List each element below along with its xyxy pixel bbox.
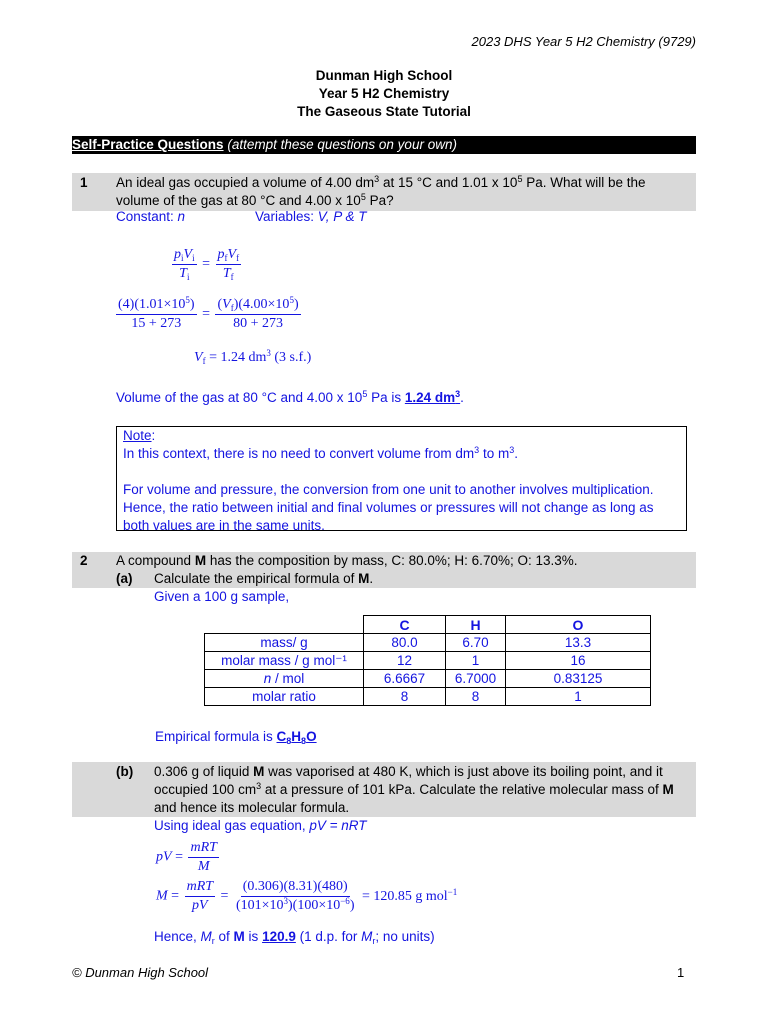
note-line-1: In this context, there is no need to convert volume from $dm^3$ to $m^3$. <box>123 445 518 461</box>
q1-variables: Variables: V, P & T <box>255 209 367 224</box>
section-heading: Self-Practice Questions <box>72 137 224 152</box>
note-title: Note <box>123 428 152 443</box>
final-volume-result: $V_f = 1.24$ $dm^3$ (3 s.f.) <box>194 348 312 366</box>
table-row: molar mass / g mol⁻¹ 12 1 16 <box>205 652 651 670</box>
running-header: 2023 DHS Year 5 H2 Chemistry (9729) <box>471 34 696 49</box>
part-a-label: (a) <box>116 571 133 586</box>
table-header-row <box>205 616 651 634</box>
page-number: 1 <box>677 965 685 980</box>
note-box: Note: In this context, there is no need to convert volume from $dm^3$ to $m^3$. For volume and pressure, the conversion from one unit to another involves multiplication. Hence, the ratio between initial and final volumes or pressures will not change as long as both values are in the same units. <box>116 426 687 531</box>
col-header-h: H <box>446 616 506 634</box>
title-block <box>0 67 768 121</box>
q1-number: 1 <box>80 175 88 190</box>
part-b-label: (b) <box>116 764 134 779</box>
substitution-equation: $\frac{(4)(1.01\times 10^5)}{15 + 273}$ = $\frac{(V_f)(4.00\times 10^5)}{80 + 273}$ <box>118 295 299 331</box>
footer-copyright: © Dunman High School <box>72 965 209 980</box>
col-header-c: C <box>364 616 446 634</box>
q1-answer: Volume of the gas at 80 °C and 4.00 x $10^5$ Pa is 1.24 $dm^3$. <box>116 389 464 405</box>
composition-table <box>204 615 651 706</box>
given-sample: Given a 100 g sample, <box>154 589 290 604</box>
table-row: mass/ g 80.0 6.70 13.3 <box>205 634 651 652</box>
tutorial-title: The Gaseous State Tutorial <box>297 104 471 119</box>
part-b-question: 0.306 g of liquid M was vaporised at 480 K, which is just above its boiling point, and it occupied 100 $cm^3$ at a pressure of 101 kPa. Calculate the relative molecular mass of M and hence its molecular formula. <box>154 764 674 815</box>
q1-question: An ideal gas occupied a volume of 4.00 $dm^3$ at 15 °C and 1.01 x $10^5$ Pa. What will be the volume of the gas at 80 °C and 4.00 x $10^5$ Pa? <box>116 174 646 208</box>
section-note: (attempt these questions on your own) <box>227 137 457 152</box>
school-name: Dunman High School <box>315 68 453 83</box>
ideal-gas-line: Using ideal gas equation, pV = nRT <box>154 818 367 833</box>
part-a-question: Calculate the empirical formula of M. <box>154 571 374 586</box>
q2-number: 2 <box>80 553 88 568</box>
table-row: n / mol 6.6667 6.7000 0.83125 <box>205 670 651 688</box>
molar-mass-equation: M = $\frac{\text{mRT}}{pV}$ = $\frac{(0.306)(8.31)(480)}{(101\times 10^3)(100\times 10^{-6})}$ = 120.85 g mol$^{-1}$ <box>156 879 458 913</box>
table-row: molar ratio 8 8 1 <box>205 688 651 706</box>
empirical-formula: $C_8H_8O$ <box>276 729 317 746</box>
combined-gas-law: $\frac{p_iV_i}{T_i}$ = $\frac{p_fV_f}{T_f}$ <box>174 247 240 282</box>
subject-name: Year 5 H2 Chemistry <box>318 86 450 101</box>
note-para-2: For volume and pressure, the conversion from one unit to another involves multiplication. Hence, the ratio between initial and final volumes or pressures will not change as long as both values are in the same units. <box>123 482 654 533</box>
col-header-o: O <box>506 616 651 634</box>
pv-mrt-equation: pV = $\frac{\text{mRT}}{M}$ <box>156 840 217 874</box>
q2-intro: A compound M has the composition by mass, C: 80.0%; H: 6.70%; O: 13.3%. <box>116 553 578 568</box>
section-bar <box>72 136 696 154</box>
q1-constant: Constant: n <box>116 209 186 224</box>
empirical-formula-answer: Empirical formula is $C_8H_8O$ <box>155 729 317 746</box>
hence-answer: Hence, $M_r$ of M is 120.9 (1 d.p. for $M_r$; no units) <box>154 929 435 946</box>
